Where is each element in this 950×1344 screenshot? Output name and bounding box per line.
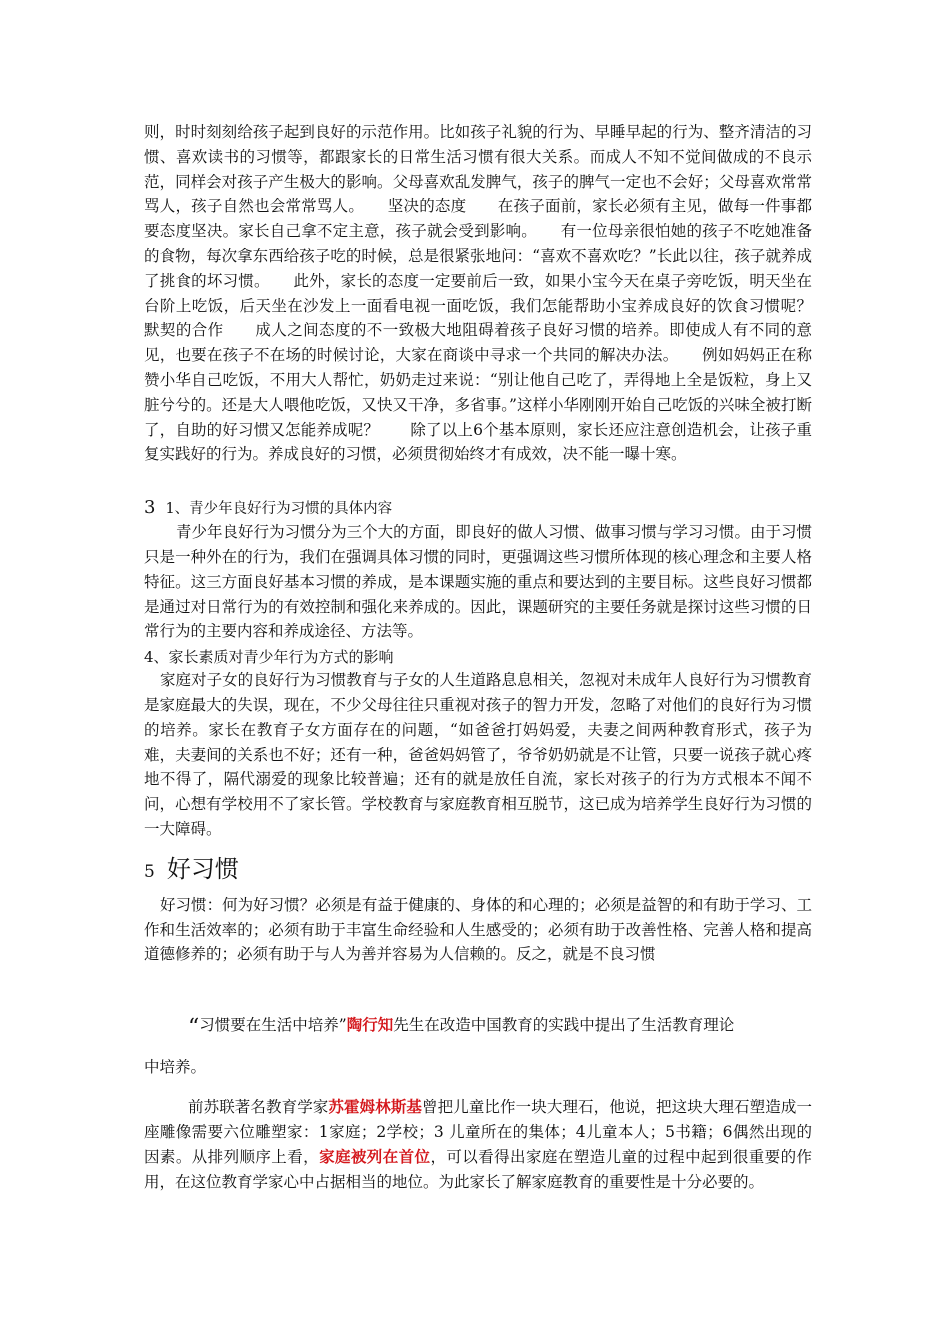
quote-mark: “: [188, 1015, 200, 1041]
section-number: 3: [144, 497, 156, 519]
document-page: [144, 120, 844, 1210]
section-4-body: 家庭对子女的良好行为习惯教育与子女的人生道路息息相关，忽视对未成年人良好行为习惯教育是家庭最大的失误，现在，不少父母往往只重视对孩子的智力开发，忽略了对他们的良好行为习惯的培养。家长在教育子女方面存在的问题，“如爸爸打妈妈爱，夫妻之间两种教育形式，孩子为难，夫妻间的关系也不好；还有一种，爸爸妈妈管了，爷爷奶奶就是不让管，只要一说孩子就心疼地不得了，隔代溺爱的现象比较普遍；还有的就是放任自流，家长对孩子的行为方式根本不闻不问，心想有学校用不了家长管。学校教育与家庭教育相互脱节，这已成为培养学生良好行为习惯的一大障碍。: [144, 671, 812, 838]
quote-rest: 先生在改造中国教育的实践中提出了生活教育理论: [393, 1016, 735, 1035]
highlight-phrase: 家庭被列在首位: [319, 1146, 431, 1166]
section-5-heading: [144, 852, 812, 889]
section-4-heading: 4、家长素质对青少年行为方式的影响: [144, 648, 394, 667]
section-title: 1、青少年良好行为习惯的具体内容: [165, 501, 393, 518]
quote-tail: 中培养。: [144, 1057, 207, 1076]
section-title: 好习惯: [166, 854, 239, 883]
section-3-heading: [144, 497, 812, 520]
quote-paragraph: [144, 1011, 812, 1041]
section-number: 5: [144, 861, 155, 882]
highlight-name: 陶行知: [346, 1015, 394, 1035]
paragraph-habits-principles: 则，时时刻刻给孩子起到良好的示范作用。比如孩子礼貌的行为、早睡早起的行为、整齐清洁的习惯、喜欢读书的习惯等，都跟家长的日常生活习惯有很大关系。而成人不知不觉间做成的不良示范，同样会对孩子产生极大的影响。父母喜欢乱发脾气，孩子的脾气一定也不会好；父母喜欢常常骂人，孩子自然也会常常骂人。 坚决的态度 在孩子面前，家长必须有主见，做每一件事都要态度坚决。家长自己拿不定主意，孩子就会受到影响。 有一位母亲很怕她的孩子不吃她准备的食物，每次拿东西给孩子吃的时候，总是很紧张地问：“喜欢不喜欢吃？”长此以往，孩子就养成了挑食的坏习惯。 此外，家长的态度一定要前后一致，如果小宝今天在桌子旁吃饭，明天坐在台阶上吃饭，后天坐在沙发上一面看电视一面吃饭，我们怎能帮助小宝养成良好的饮食习惯呢？ 默契的合作 成人之间态度的不一致极大地阻碍着孩子良好习惯的培养。即使成人有不同的意见，也要在孩子不在场的时候讨论，大家在商谈中寻求一个共同的解决办法。 例如妈妈正在称赞小华自己吃饭，不用大人帮忙，奶奶走过来说：“别让他自己吃了，弄得地上全是饭粒，身上又脏兮兮的。还是大人喂他吃饭，又快又干净，多省事。”这样小华刚刚开始自己吃饭的兴味全被打断了，自助的好习惯又怎能养成呢？ 除了以上6个基本原则，家长还应注意创造机会，让孩子重复实践好的行为。养成良好的习惯，必须贯彻始终才有成效，决不能一曝十寒。: [144, 123, 844, 464]
text-segment: 前苏联著名教育学家: [188, 1098, 329, 1117]
text-segment: 曾把儿童比作一块大理石，他说，把这块大理石塑造成一座雕像需要六位雕塑家：1家庭；2学校；3 儿童所在的集体；4儿童本人；5书籍；6偶然出现的因素。从排列顺序上看，: [144, 1098, 812, 1166]
highlight-name: 苏霍姆林斯基: [328, 1097, 423, 1117]
section-5-body: 好习惯：何为好习惯？必须是有益于健康的、身体的和心理的；必须是益智的和有助于学习、工作和生活效率的；必须有助于丰富生命经验和人生感受的；必须有助于改善性格、完善人格和提高道德修养的；必须有助于与人为善并容易为人信赖的。反之，就是不良习惯: [144, 895, 812, 964]
section-3-body: 青少年良好行为习惯分为三个大的方面，即良好的做人习惯、做事习惯与学习习惯。由于习惯只是一种外在的行为，我们在强调具体习惯的同时，更强调这些习惯所体现的核心理念和主要人格特征。这三方面良好基本习惯的养成，是本课题实施的重点和要达到的主要目标。这些良好习惯都是通过对日常行为的有效控制和强化来养成的。因此，课题研究的主要任务就是探讨这些习惯的日常行为的主要内容和养成途径、方法等。: [144, 523, 812, 641]
text-segment: ，可以看得出家庭在塑造儿童的过程中起到很重要的作用，在这位教育学家心中占据相当的地位。为此家长了解家庭教育的重要性是十分必要的。: [144, 1147, 812, 1191]
quote-text: 习惯要在生活中培养”: [199, 1016, 347, 1035]
last-paragraph: [144, 1095, 812, 1194]
